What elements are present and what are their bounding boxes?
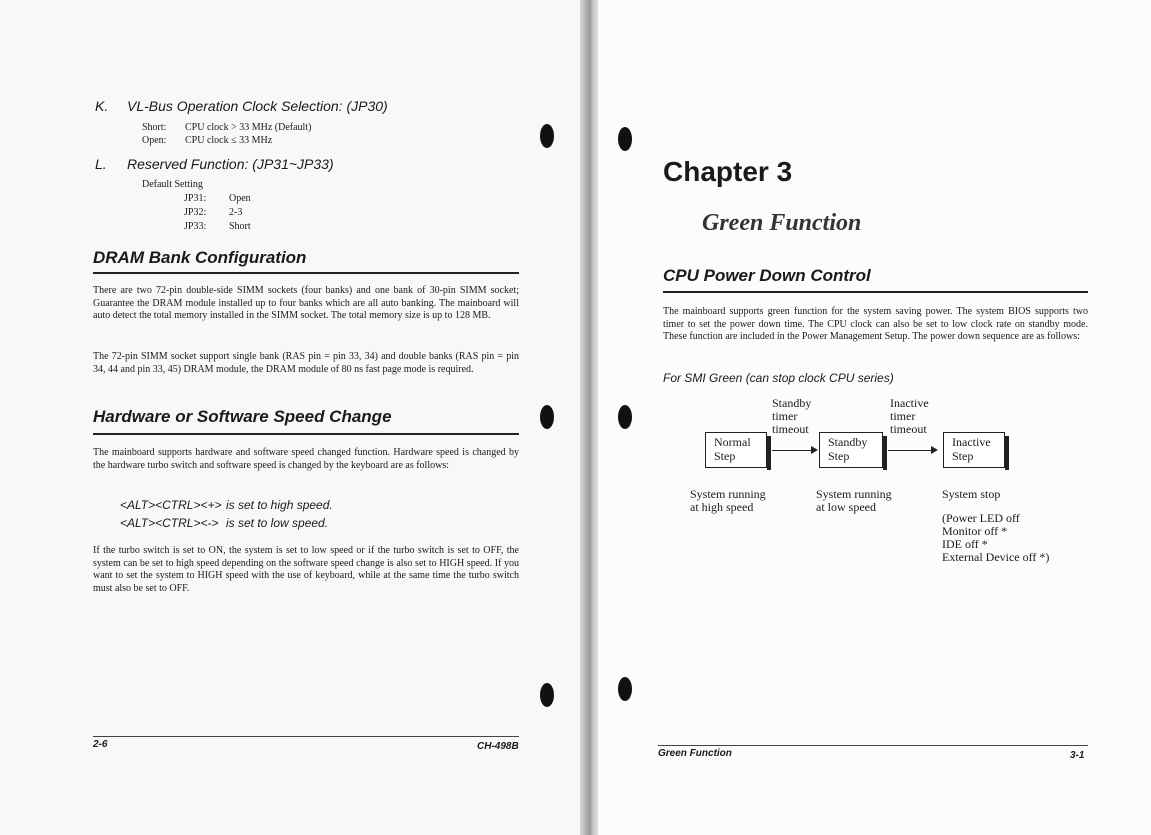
speed-heading-rule (93, 433, 519, 435)
item-l-row-3-key: JP33: (184, 221, 207, 232)
note-line: (Power LED off (942, 511, 1020, 525)
timer-label-line: timer (890, 409, 916, 423)
normal-step-box (705, 432, 767, 468)
left-footer-page-number: 2-6 (93, 739, 108, 750)
right-footer-rule (658, 745, 1088, 746)
caption-line: at low speed (816, 500, 876, 514)
dram-heading: DRAM Bank Configuration (93, 248, 307, 267)
item-k-row-1-value: CPU clock > 33 MHz (Default) (185, 122, 312, 133)
item-l-row-2-value: 2-3 (229, 207, 243, 218)
left-footer-model: CH-498B (477, 741, 519, 752)
speed-heading: Hardware or Software Speed Change (93, 407, 392, 426)
item-l-letter: L. (95, 156, 107, 172)
arrow-head-icon (811, 446, 818, 454)
item-k-row-1-key: Short: (142, 122, 167, 133)
caption-line: System running (816, 487, 892, 501)
dram-paragraph-2: The 72-pin SIMM socket support single bank (RAS pin = pin 33, 34) and double banks (RAS pin = pin 34, 44 and pin 33, 45) DRAM module, the DRAM module of 80 ns fast page mode is required. (93, 351, 519, 375)
standby-step-caption (816, 488, 892, 514)
item-k-title: VL-Bus Operation Clock Selection: (JP30) (127, 98, 388, 114)
box-label-line: Normal (714, 435, 751, 449)
binder-hole (618, 127, 632, 151)
inactive-step-caption (942, 488, 1000, 501)
inactive-timer-label (890, 397, 929, 436)
right-footer-section: Green Function (658, 748, 732, 759)
inactive-step-box (943, 432, 1005, 468)
item-l-row-2-key: JP32: (184, 207, 207, 218)
box-label-line: Standby (828, 435, 868, 449)
note-line: Monitor off * (942, 524, 1008, 538)
arrow-head-icon (931, 446, 938, 454)
standby-step-box (819, 432, 883, 468)
box-label-line: Step (952, 449, 974, 463)
binder-hole (618, 677, 632, 701)
diagram-subheading: For SMI Green (can stop clock CPU series) (663, 371, 894, 385)
caption-line: System running (690, 487, 766, 501)
item-l-default-label: Default Setting (142, 179, 203, 190)
section-paragraph: The mainboard supports green function for the system saving power. The system BIOS supports two timer to set the power down time. The CPU clock can also be set to low clock rate on standby mode. These function are included in the Power Management Setup. The power down sequence are as follows: (663, 306, 1088, 342)
speed-paragraph-1: The mainboard supports hardware and software speed changed function. Hardware speed is changed by the hardware turbo switch and software speed is changed by the keyboard are as follows: (93, 447, 519, 471)
key-desc-low: is set to low speed. (226, 516, 329, 530)
key-desc-high: is set to high speed. (226, 498, 333, 512)
left-footer-rule (93, 736, 519, 737)
timer-label-line: Inactive (890, 396, 929, 410)
normal-step-caption (690, 488, 766, 514)
key-combo-high: <ALT><CTRL><+> (120, 498, 222, 512)
binder-hole (618, 405, 632, 429)
item-l-row-3-value: Short (229, 221, 251, 232)
chapter-title: Green Function (702, 210, 862, 236)
box-label-line: Inactive (952, 435, 991, 449)
item-l-title: Reserved Function: (JP31~JP33) (127, 156, 334, 172)
note-line: IDE off * (942, 537, 988, 551)
section-heading: CPU Power Down Control (663, 266, 871, 285)
speed-paragraph-2: If the turbo switch is set to ON, the system is set to low speed or if the turbo switch is set to OFF, the system can be set to high speed depending on the software speed change is also set to HIGH speed. If you want to set the system to HIGH speed with the use of keyboard, while at the same time the turbo switch must also be set to OFF. (93, 545, 519, 594)
item-k-row-2-value: CPU clock ≤ 33 MHz (185, 135, 273, 146)
box-label-line: Step (828, 449, 850, 463)
binder-hole (540, 124, 554, 148)
binder-hole (540, 683, 554, 707)
item-k-row-2-key: Open: (142, 135, 167, 146)
standby-timer-label (772, 397, 811, 436)
item-l-row-1-key: JP31: (184, 193, 207, 204)
dram-heading-rule (93, 272, 519, 274)
section-heading-rule (663, 291, 1088, 293)
note-line: External Device off *) (942, 550, 1050, 564)
inactive-step-notes (942, 512, 1049, 564)
item-l-row-1-value: Open (229, 193, 251, 204)
timer-label-line: Standby (772, 396, 812, 410)
timer-label-line: timeout (890, 422, 927, 436)
binder-hole (540, 405, 554, 429)
caption-line: System stop (942, 487, 1001, 501)
timer-label-line: timeout (772, 422, 809, 436)
item-k-letter: K. (95, 98, 109, 114)
box-label-line: Step (714, 449, 736, 463)
dram-paragraph-1: There are two 72-pin double-side SIMM sockets (four banks) and one bank of 30-pin SIMM socket; Guarantee the DRAM module installed up to four banks which are all auto banking. The mainboard will auto detect the total memory installed in the SIMM socket. The total memory size is up to 128 MB. (93, 285, 519, 321)
timer-label-line: timer (772, 409, 798, 423)
arrow-line (772, 450, 816, 451)
right-footer-page-number: 3-1 (1070, 750, 1085, 761)
caption-line: at high speed (690, 500, 754, 514)
key-combo-low: <ALT><CTRL><-> (120, 516, 219, 530)
arrow-line (888, 450, 935, 451)
chapter-number: Chapter 3 (663, 156, 793, 187)
right-page (598, 0, 1151, 835)
